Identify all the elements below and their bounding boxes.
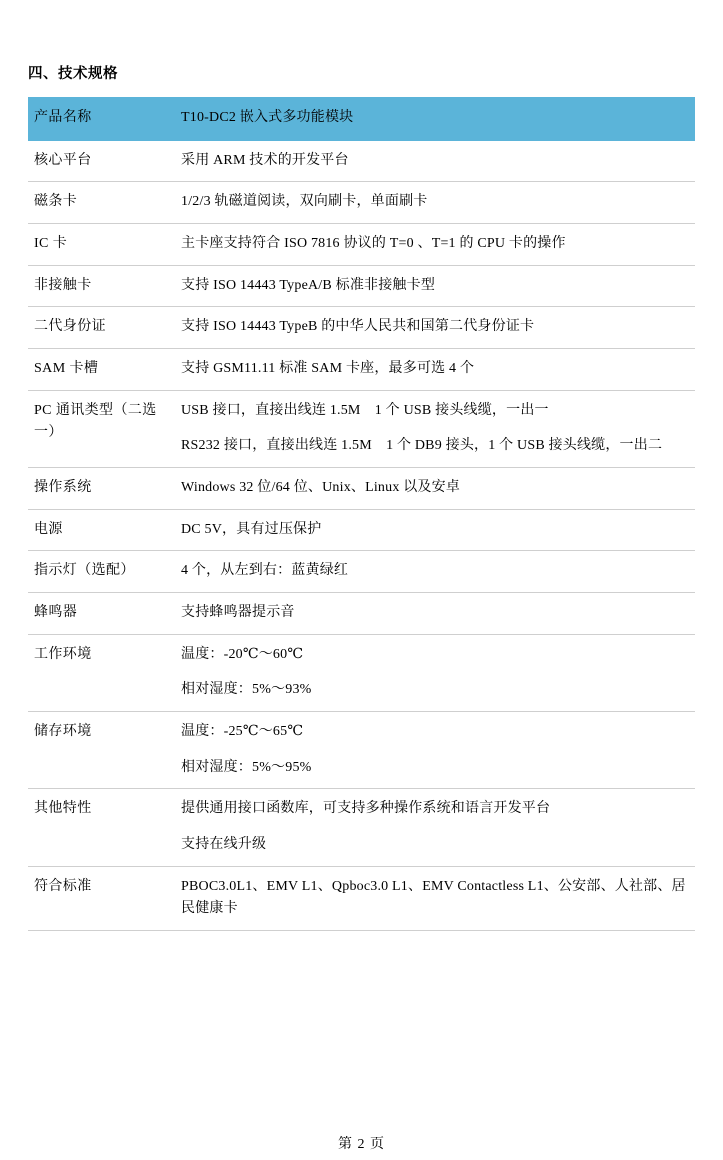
table-row [28, 551, 695, 593]
spec-value-line: RS232 接口，直接出线连 1.5M 1 个 DB9 接头，1 个 USB 接头线缆，一出二 [181, 438, 663, 454]
spec-label-line: 操作系统 [34, 480, 92, 496]
spec-value-line: 相对湿度：5%～93% [181, 682, 312, 698]
spec-value-cell [175, 712, 695, 789]
table-header-value: T10-DC2 嵌入式多功能模块 [175, 97, 695, 140]
spec-label-cell [28, 265, 175, 307]
table-row [28, 390, 695, 467]
spec-label-line: 符合标准 [34, 878, 92, 894]
spec-value-line: 4 个，从左到右：蓝黄绿红 [181, 563, 349, 579]
spec-value-cell [175, 551, 695, 593]
spec-value-line: DC 5V，具有过压保护 [181, 521, 322, 537]
spec-value-line: Windows 32 位/64 位、Unix、Linux 以及安卓 [181, 480, 461, 496]
spec-value-line: 主卡座支持符合 ISO 7816 协议的 T=0 、T=1 的 CPU 卡的操作 [181, 236, 566, 252]
spec-label-line: 蜂鸣器 [34, 605, 78, 621]
spec-label-line: 电源 [34, 521, 63, 537]
spec-value-cell [175, 468, 695, 510]
spec-label-line: 储存环境 [34, 724, 92, 740]
spec-label-line: 核心平台 [34, 152, 92, 168]
spec-label-cell [28, 140, 175, 182]
table-row [28, 349, 695, 391]
spec-label-line: 非接触卡 [34, 277, 92, 293]
spec-value-cell [175, 307, 695, 349]
table-row [28, 182, 695, 224]
spec-label-cell [28, 182, 175, 224]
spec-value-cell [175, 634, 695, 711]
spec-value-line: 温度：-25℃～65℃ [181, 724, 304, 740]
table-header-row [28, 97, 695, 140]
section-title: 四、技术规格 [28, 66, 118, 82]
spec-value-line: 支持蜂鸣器提示音 [181, 605, 295, 621]
spec-value-cell [175, 182, 695, 224]
spec-label-line: PC 通讯类型 [34, 402, 114, 418]
spec-label-cell [28, 509, 175, 551]
specifications-table [28, 97, 695, 931]
table-row [28, 265, 695, 307]
spec-label-line: 其他特性 [34, 801, 92, 817]
spec-label-line: SAM 卡槽 [34, 361, 99, 377]
table-header-label: 产品名称 [28, 97, 175, 140]
spec-label-cell [28, 593, 175, 635]
spec-label-line: （二选一） [34, 402, 157, 441]
table-row [28, 634, 695, 711]
spec-value-line: 温度：-20℃～60℃ [181, 646, 304, 662]
spec-value-cell [175, 349, 695, 391]
table-row [28, 509, 695, 551]
spec-label-cell [28, 349, 175, 391]
table-row [28, 224, 695, 266]
spec-value-line: PBOC3.0L1、EMV L1、Qpboc3.0 L1、EMV Contactless L1、公安部、人社部、居民健康卡 [181, 878, 686, 917]
spec-value-cell [175, 390, 695, 467]
spec-value-line: 采用 ARM 技术的开发平台 [181, 152, 349, 168]
spec-label-cell [28, 712, 175, 789]
spec-label-line: 工作环境 [34, 646, 92, 662]
spec-value-line: 支持 GSM11.11 标准 SAM 卡座，最多可选 4 个 [181, 361, 475, 377]
spec-label-line: 指示灯（选配） [34, 563, 135, 579]
spec-label-cell [28, 307, 175, 349]
table-row [28, 866, 695, 930]
spec-value-cell [175, 789, 695, 866]
spec-label-cell [28, 224, 175, 266]
table-row [28, 789, 695, 866]
spec-value-line: 支持 ISO 14443 TypeB 的中华人民共和国第二代身份证卡 [181, 319, 535, 335]
spec-value-line: USB 接口，直接出线连 1.5M 1 个 USB 接头线缆，一出一 [181, 402, 549, 418]
spec-value-cell [175, 224, 695, 266]
table-row [28, 307, 695, 349]
spec-value-line: 支持在线升级 [181, 837, 267, 853]
spec-label-cell [28, 551, 175, 593]
spec-label-cell [28, 866, 175, 930]
table-row [28, 140, 695, 182]
table-row [28, 468, 695, 510]
spec-label-line: 磁条卡 [34, 194, 78, 210]
table-row [28, 593, 695, 635]
spec-label-line: 二代身份证 [34, 319, 106, 335]
spec-label-cell [28, 468, 175, 510]
spec-value-cell [175, 509, 695, 551]
page-footer: 第 2 页 [338, 1137, 385, 1152]
spec-label-cell [28, 390, 175, 467]
spec-label-line: IC 卡 [34, 236, 68, 252]
spec-value-cell [175, 140, 695, 182]
spec-value-cell [175, 866, 695, 930]
spec-value-cell [175, 265, 695, 307]
spec-label-cell [28, 634, 175, 711]
spec-value-line: 支持 ISO 14443 TypeA/B 标准非接触卡型 [181, 277, 436, 293]
spec-value-line: 1/2/3 轨磁道阅读，双向刷卡，单面刷卡 [181, 194, 428, 210]
spec-value-line: 相对湿度：5%～95% [181, 759, 312, 775]
spec-value-line: 提供通用接口函数库，可支持多种操作系统和语言开发平台 [181, 801, 551, 817]
spec-value-cell [175, 593, 695, 635]
table-row [28, 712, 695, 789]
table-body [28, 97, 695, 931]
spec-label-cell [28, 789, 175, 866]
